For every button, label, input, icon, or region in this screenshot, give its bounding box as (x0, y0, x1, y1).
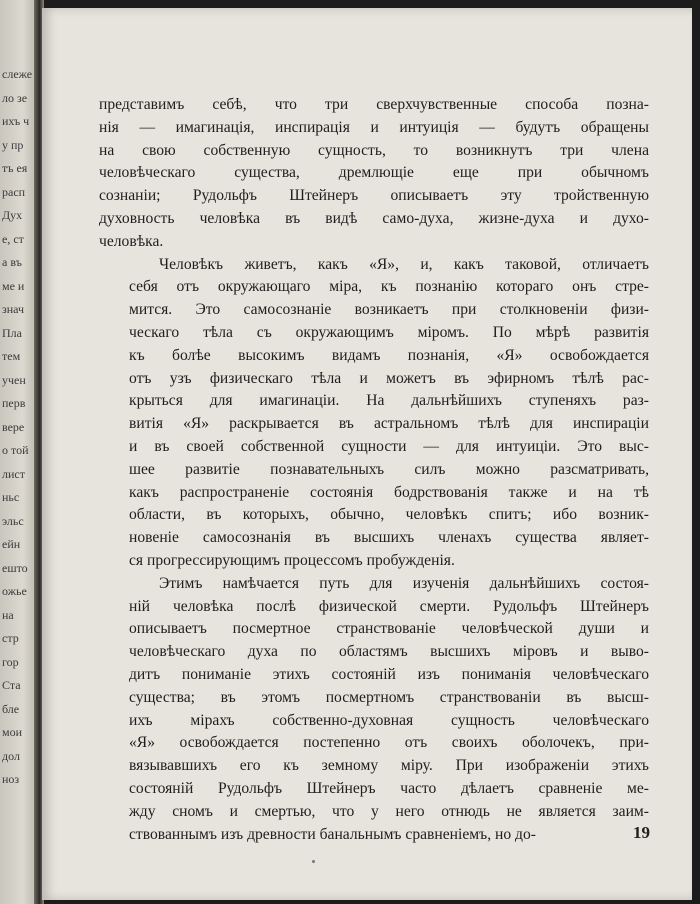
previous-page-fragment: ло зе (2, 90, 28, 105)
previous-page-fragment: мои (2, 725, 23, 739)
paragraph (99, 94, 649, 254)
text-line: ческаго тѣла съ окружающимъ міромъ. По мѣрѣ развитія (129, 323, 649, 341)
text-line: области, въ которыхъ, обычно, человѣкъ спитъ; ибо возник- (129, 506, 649, 524)
previous-page-fragment: тем (2, 349, 21, 363)
text-line: къ болѣе высокимъ видамъ познанія, «Я» освобождается (129, 346, 649, 364)
previous-page-fragment: гор (2, 654, 19, 669)
previous-page-fragment: тъ ея (2, 161, 28, 175)
text-line: человѣческаго духа по областямъ высшихъ міровъ и выво- (129, 643, 649, 661)
text-line: и въ своей собственной сущности — для интуиціи. Это выс- (129, 437, 649, 455)
previous-page-fragment: е, ст (2, 231, 24, 246)
text-line: отъ узъ физическаго тѣла и можетъ въ эфирномъ тѣлѣ рас- (129, 369, 649, 387)
text-line: крыться для имагинаціи. На дальнѣйшихъ ступеняхъ раз- (129, 392, 649, 410)
previous-page-fragment: расп (2, 184, 26, 199)
text-line: описываетъ посмертное странствованіе человѣческой души и (129, 620, 649, 638)
previous-page-fragment: лист (2, 466, 25, 481)
previous-page-fragment: слеже (2, 67, 33, 81)
previous-page-fragment: ноз (2, 772, 20, 786)
text-line: духовность человѣка въ видѣ само-духа, жизне-духа и духо- (99, 209, 649, 227)
previous-page-fragment: перв (2, 396, 26, 410)
text-line: Этимъ намѣчается путь для изученія дальнѣйшихъ состоя- (159, 574, 649, 592)
text-line: ся прогрессирующимъ процессомъ пробужденія. (129, 551, 455, 569)
previous-page-fragment: на (2, 607, 14, 622)
text-line: на свою собственную сущность, то возникнутъ три члена (99, 141, 649, 159)
paper-speck (312, 860, 315, 863)
text-line: «Я» освобождается постепенно отъ своихъ оболочекъ, при- (129, 734, 649, 752)
text-line: существа; въ этомъ посмертномъ странствованіи въ высш- (129, 688, 649, 706)
previous-page-fragment: Ста (2, 678, 21, 692)
previous-page-fragment: дол (2, 748, 20, 763)
previous-page-fragment: ейн (2, 537, 21, 551)
previous-page-fragment: ихъ ч (2, 114, 30, 128)
text-line: мится. Это самосознаніе возникаетъ при столкновеніи физи- (129, 301, 649, 319)
text-line: вязывавшихъ его къ земному міру. При изображеніи этихъ (129, 757, 649, 775)
previous-page-fragment: учен (2, 372, 26, 387)
previous-page-fragment: стр (2, 631, 19, 645)
previous-page-edge (0, 0, 38, 904)
previous-page-fragment: вере (2, 419, 25, 434)
previous-page-fragment: ожье (2, 584, 27, 598)
text-line: жду сномъ и смертью, что у него отнюдь не является заим- (129, 802, 649, 820)
previous-page-fragment: о той (2, 443, 29, 457)
text-line: себя отъ окружающаго міра, къ познанію котораго онъ стре- (129, 278, 649, 296)
text-line: витія «Я» раскрывается въ астральномъ тѣлѣ для инспираціи (129, 415, 649, 433)
text-line: ихъ мірахъ собственно-духовная сущность человѣческаго (129, 711, 649, 729)
paragraph (99, 573, 649, 847)
book-page (42, 8, 692, 900)
previous-page-fragment: эльс (2, 513, 24, 528)
text-line: ній человѣка послѣ физической смерти. Рудольфъ Штейнеръ (129, 597, 649, 615)
page-number: 19 (633, 823, 650, 842)
text-line: состояній Рудольфъ Штейнеръ часто дѣлаетъ сравненіе ме- (129, 779, 649, 797)
previous-page-fragment: ме и (2, 278, 25, 293)
previous-page-fragment: Пла (2, 325, 22, 340)
text-line: представимъ себѣ, что три сверхчувственные способа позна- (99, 96, 649, 113)
text-line: шее развитіе познавательныхъ силъ можно разсматривать, (129, 460, 649, 478)
previous-page-fragment: Дух (2, 208, 23, 222)
text-line: человѣка. (99, 232, 164, 250)
page-body (99, 94, 649, 846)
text-line: новеніе самосознанія въ высшихъ членахъ существа являет- (129, 529, 649, 547)
text-line: нія — имагинація, инспирація и интуиція — будутъ обращены (99, 118, 649, 136)
previous-page-fragment: знач (2, 302, 25, 316)
previous-page-fragment: бле (2, 701, 20, 716)
previous-page-fragment: у пр (2, 137, 24, 152)
previous-page-fragment: ешто (2, 560, 28, 575)
text-line: ствованнымъ изъ древности банальнымъ сравненіемъ, но до- (129, 825, 536, 843)
text-line: дитъ пониманіе этихъ состояній изъ пониманія человѣческаго (129, 665, 649, 683)
text-line: Человѣкъ живетъ, какъ «Я», и, какъ таковой, отличаетъ (159, 255, 649, 273)
previous-page-fragment: а въ (2, 255, 22, 269)
text-line: человѣческаго существа, дремлющіе еще при обычномъ (99, 164, 649, 182)
text-line: какъ распространеніе состоянія бодрствованія также и на тѣ (129, 483, 649, 501)
paragraph (99, 254, 649, 573)
text-line: сознаніи; Рудольфъ Штейнеръ описываетъ эту тройственную (99, 187, 649, 205)
previous-page-fragment: ньс (2, 490, 20, 504)
